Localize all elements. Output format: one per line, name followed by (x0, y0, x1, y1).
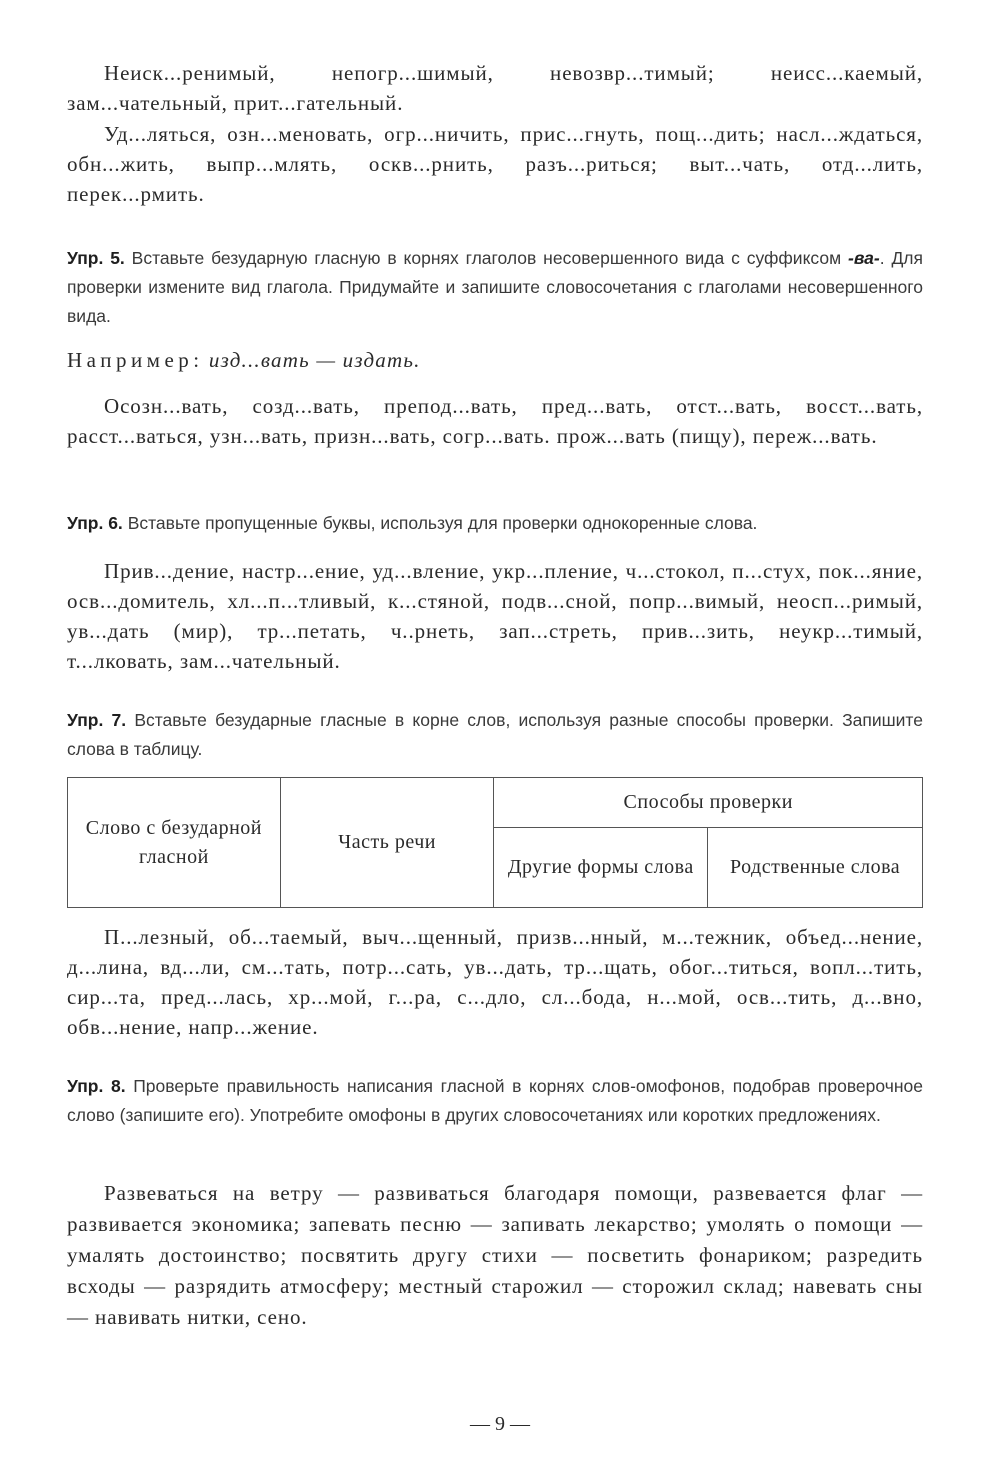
top-word-list (67, 58, 923, 209)
exercise-5-text: Вставьте безударную гласную в корнях глаголов несовершенного вида с суффиксом (131, 248, 842, 268)
word-list-paragraph: Развеваться на ветру — развиваться благодаря помощи, развевается флаг — развивается экономика; запевать песню — запивать лекарство; умолять о помощи — умалять достоинство; посвятить другу стихи — посветить фонариком; разредить всходы — разрядить атмосферу; местный старожил — сторожил склад; навевать сны — навивать нитки, сено. (67, 1181, 923, 1329)
table-header-methods: Способы проверки (494, 778, 923, 828)
exercise-5-example (67, 345, 421, 375)
example-label: Например: (67, 348, 204, 372)
table-header-related-words: Родственные слова (708, 828, 923, 908)
exercise-5-words (67, 391, 923, 451)
page-number: — 9 — (470, 1413, 530, 1435)
word-list-paragraph: Осозн...вать, созд...вать, препод...вать, пред...вать, отст...вать, восст...вать, расст...ваться, узн...вать, призн...вать, согр...вать. прож...вать (пищу), переж...вать. (67, 394, 923, 448)
exercise-5-text-cont: . Для проверки измените вид глагола. Придумайте и запишите словосочетания с глаголами несовершенного вида. (67, 248, 923, 326)
exercise-7-label: Упр. 7. (67, 710, 127, 730)
exercise-7-text: Вставьте безударные гласные в корне слов, используя разные способы проверки. Запишите слова в таблицу. (67, 710, 923, 759)
word-list-paragraph: Уд...ляться, озн...меновать, огр...ничить, прис...гнуть, пощ...дить; насл...ждаться, обн...жить, выпр...млять, оскв...рнить, разъ...риться; выт...чать, отд...лить, перек...рмить. (67, 122, 923, 206)
table-header-part-of-speech: Часть речи (280, 778, 494, 908)
word-list-paragraph: Неиск...ренимый, непогр...шимый, невозвр...тимый; неисс...каемый, зам...чательный, прит...гательный. (67, 61, 923, 115)
exercise-8-task (67, 1072, 923, 1130)
verification-table (67, 777, 923, 908)
word-list-paragraph: Прив...дение, настр...ение, уд...вление, укр...пление, ч...стокол, п...стух, пок...яние, осв...домитель, хл...п...тливый, к...стяной, подв...сной, попр...вимый, неосп...римый, ув...дать (мир), тр...петать, ч..рнеть, зап...стреть, прив...зить, неукр...тимый, т...лковать, зам...чательный. (67, 559, 923, 673)
exercise-6-words (67, 556, 923, 676)
exercise-5-suffix: -ва- (848, 248, 880, 268)
exercise-8-words (67, 1178, 923, 1333)
table-header-word: Слово с безударной гласной (68, 778, 281, 908)
exercise-5-task (67, 244, 923, 331)
exercise-6-text: Вставьте пропущенные буквы, используя для проверки однокоренные слова. (127, 513, 758, 533)
exercise-7-task (67, 706, 923, 764)
exercise-5-label: Упр. 5. (67, 248, 125, 268)
exercise-6-label: Упр. 6. (67, 513, 123, 533)
table-header-other-forms: Другие формы слова (494, 828, 708, 908)
example-word: изд...вать — издать. (208, 348, 421, 372)
exercise-6-task (67, 509, 923, 538)
exercise-8-text: Проверьте правильность написания гласной в корнях слов-омофонов, подобрав проверочное слово (запишите его). Употребите омофоны в других словосочетаниях или коротких предложениях. (67, 1076, 923, 1125)
exercise-7-words (67, 922, 923, 1042)
word-list-paragraph: П...лезный, об...таемый, выч...щенный, призв...нный, м...тежник, объед...нение, д...лина, вд...ли, см...тать, потр...сать, ув...дать, тр...щать, обог...титься, вопл...тить, сир...та, пред...лась, хр...мой, г...ра, с...дло, сл...бода, н...мой, осв...тить, д...вно, обв...нение, напр...жение. (67, 925, 923, 1039)
exercise-8-label: Упр. 8. (67, 1076, 126, 1096)
